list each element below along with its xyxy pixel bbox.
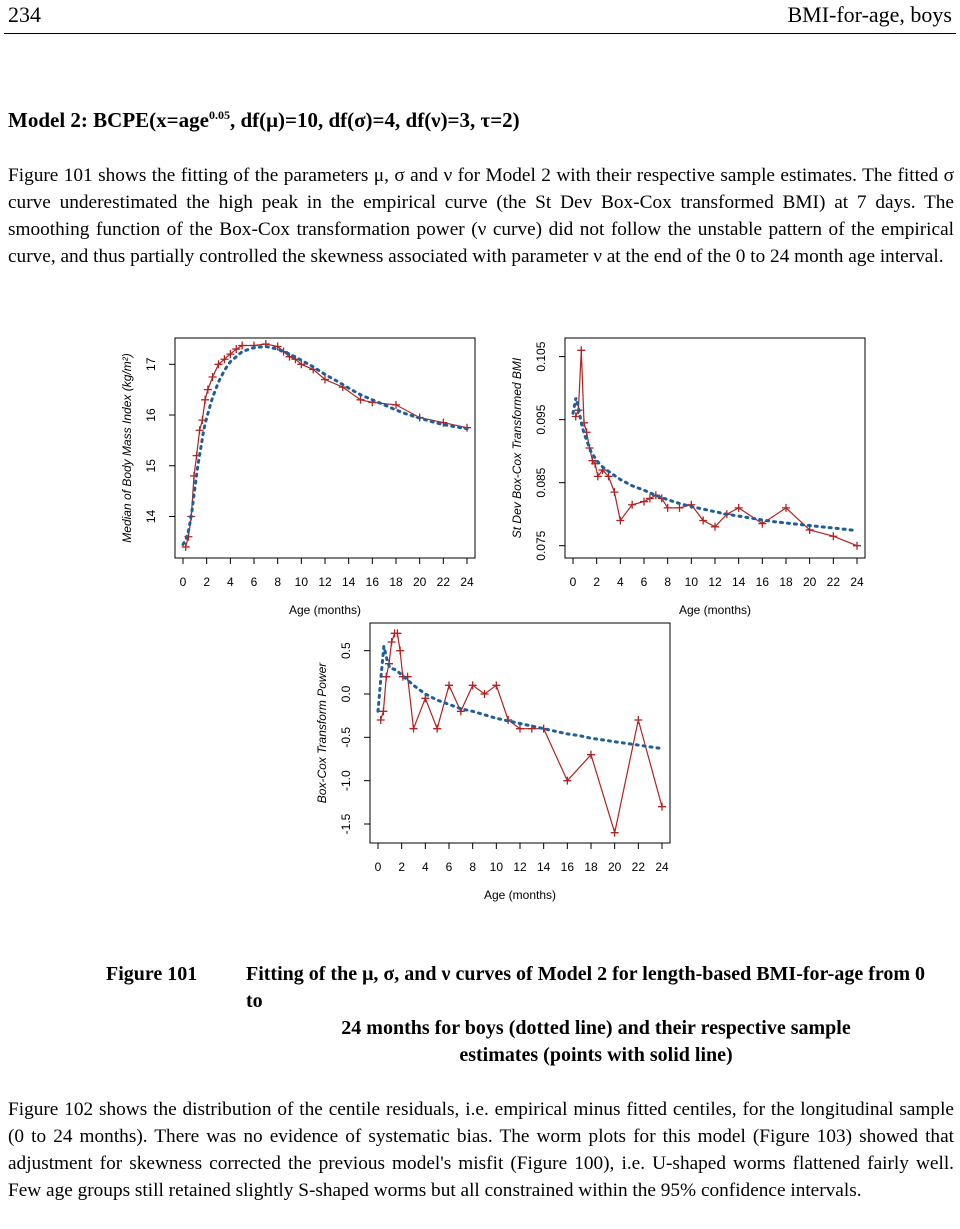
page-header <box>0 0 960 32</box>
caption-line-1: Fitting of the μ, σ, and ν curves of Model 2 for length-based BMI-for-age from 0 to <box>246 963 926 1012</box>
y-tick-label: 14 <box>144 509 158 524</box>
empirical-point <box>853 542 861 550</box>
empirical-point <box>610 488 618 496</box>
y-tick-label: 16 <box>144 408 158 422</box>
empirical-point <box>516 725 524 733</box>
y-axis-label: St Dev Box-Cox Transformed BMI <box>510 357 524 539</box>
empirical-point <box>377 716 385 724</box>
x-tick-label: 18 <box>779 575 793 589</box>
empirical-curve-line <box>576 350 857 545</box>
empirical-point <box>388 638 396 646</box>
empirical-point <box>664 504 672 512</box>
x-tick-label: 4 <box>226 575 234 589</box>
y-axis-label: Median of Body Mass Index (kg/m²) <box>120 353 134 543</box>
empirical-curve-line <box>186 344 467 547</box>
x-tick-label: 14 <box>536 860 551 874</box>
x-tick-label: 8 <box>469 860 477 874</box>
x-tick-label: 22 <box>436 575 451 589</box>
model-heading-suffix: , df(μ)=10, df(σ)=4, df(ν)=3, τ=2) <box>229 108 520 132</box>
empirical-point <box>634 716 642 724</box>
caption-figure-label: Figure 101 <box>106 963 198 985</box>
x-tick-label: 12 <box>708 575 722 589</box>
plot-frame <box>370 623 670 843</box>
model-heading-exponent: 0.05 <box>208 108 230 122</box>
mu-curve-chart <box>110 330 510 620</box>
fitted-curve-dotted <box>378 646 662 748</box>
empirical-point <box>577 346 585 354</box>
x-tick-label: 8 <box>274 575 282 589</box>
header-rule <box>4 33 956 34</box>
x-tick-label: 8 <box>664 575 672 589</box>
y-tick-label: 15 <box>144 459 158 473</box>
y-tick-label: 17 <box>144 357 158 371</box>
x-tick-label: 2 <box>593 575 601 589</box>
x-tick-label: 20 <box>412 575 427 589</box>
page-number: 234 <box>8 2 41 27</box>
x-tick-label: 24 <box>655 860 669 874</box>
x-tick-label: 10 <box>294 575 309 589</box>
y-axis-label: Box-Cox Transform Power <box>315 662 329 804</box>
fitted-curve-dotted <box>573 398 857 531</box>
x-axis-label: Age (months) <box>288 603 362 617</box>
empirical-point <box>382 673 390 681</box>
model-heading-prefix: Model 2: BCPE(x=age <box>8 108 209 132</box>
x-tick-label: 0 <box>179 575 187 589</box>
body-paragraph-2: Figure 102 shows the distribution of the centile residuals, i.e. empirical minus fitted centiles, for the longitudinal sample (0 to 24 months). There was no evidence of systematic bias. The worm plots for this model (Figure 103) showed that adjustment for skewness corrected the previous model's misfit (Figure 100), i.e. U-shaped worms flattened fairly well. Few age groups still retained slightly S-shaped worms but all constrained within the 95% confidence intervals. <box>8 1099 954 1201</box>
y-tick-label: 0.0 <box>339 685 353 703</box>
x-axis-label: Age (months) <box>678 603 752 617</box>
x-tick-label: 14 <box>341 575 356 589</box>
y-tick-label: 0.085 <box>534 467 548 498</box>
caption-line-3: estimates (points with solid line) <box>459 1044 733 1066</box>
x-tick-label: 0 <box>374 860 382 874</box>
x-tick-label: 14 <box>731 575 746 589</box>
empirical-point <box>445 681 453 689</box>
y-tick-label: -1.0 <box>339 770 353 792</box>
x-tick-label: 6 <box>640 575 648 589</box>
empirical-point <box>735 504 743 512</box>
x-tick-label: 4 <box>616 575 624 589</box>
y-tick-label: 0.5 <box>339 642 353 660</box>
x-tick-label: 6 <box>250 575 258 589</box>
x-tick-label: 16 <box>365 575 380 589</box>
x-tick-label: 24 <box>460 575 474 589</box>
plot-frame <box>175 338 475 558</box>
empirical-curve-line <box>381 633 662 832</box>
empirical-point <box>204 386 212 394</box>
x-tick-label: 18 <box>584 860 598 874</box>
empirical-point <box>379 707 387 715</box>
x-tick-label: 4 <box>421 860 429 874</box>
empirical-point <box>492 681 500 689</box>
empirical-point <box>611 829 619 837</box>
empirical-point <box>410 725 418 733</box>
x-axis-label: Age (months) <box>483 888 557 902</box>
x-tick-label: 16 <box>755 575 770 589</box>
x-tick-label: 0 <box>569 575 577 589</box>
x-tick-label: 22 <box>631 860 646 874</box>
y-tick-label: 0.075 <box>534 530 548 561</box>
empirical-point <box>357 396 365 404</box>
x-tick-label: 18 <box>389 575 403 589</box>
x-tick-label: 24 <box>850 575 864 589</box>
empirical-point <box>829 532 837 540</box>
x-tick-label: 2 <box>203 575 211 589</box>
caption-line-2: 24 months for boys (dotted line) and their respective sample <box>341 1017 851 1039</box>
empirical-point <box>209 373 217 381</box>
y-tick-label: -1.5 <box>339 813 353 835</box>
x-tick-label: 20 <box>607 860 622 874</box>
x-tick-label: 12 <box>513 860 527 874</box>
empirical-point <box>676 504 684 512</box>
empirical-point <box>238 342 246 350</box>
running-title: BMI-for-age, boys <box>787 2 952 27</box>
y-tick-label: 0.105 <box>534 341 548 372</box>
body-paragraph-1: Figure 101 shows the fitting of the parameters μ, σ and ν for Model 2 with their respective sample estimates. The fitted σ curve underestimated the high peak in the empirical curve (the St Dev Box-Cox transformed BMI) at 7 days. The smoothing function of the Box-Cox transformation power (ν curve) did not follow the unstable pattern of the empirical curve, and thus partially controlled the skewness associated with parameter ν at the end of the 0 to 24 month age interval. <box>8 165 954 267</box>
x-tick-label: 6 <box>445 860 453 874</box>
x-tick-label: 20 <box>802 575 817 589</box>
x-tick-label: 22 <box>826 575 841 589</box>
x-tick-label: 2 <box>398 860 406 874</box>
x-tick-label: 12 <box>318 575 332 589</box>
y-tick-label: -0.5 <box>339 726 353 748</box>
empirical-point <box>469 681 477 689</box>
x-tick-label: 16 <box>560 860 575 874</box>
model-heading <box>8 108 520 133</box>
nu-curve-chart <box>305 615 705 905</box>
empirical-point <box>433 725 441 733</box>
x-tick-label: 10 <box>684 575 699 589</box>
y-tick-label: 0.095 <box>534 404 548 435</box>
x-tick-label: 10 <box>489 860 504 874</box>
empirical-point <box>396 647 404 655</box>
empirical-point <box>658 803 666 811</box>
sigma-curve-chart <box>500 330 900 620</box>
empirical-point <box>201 396 209 404</box>
